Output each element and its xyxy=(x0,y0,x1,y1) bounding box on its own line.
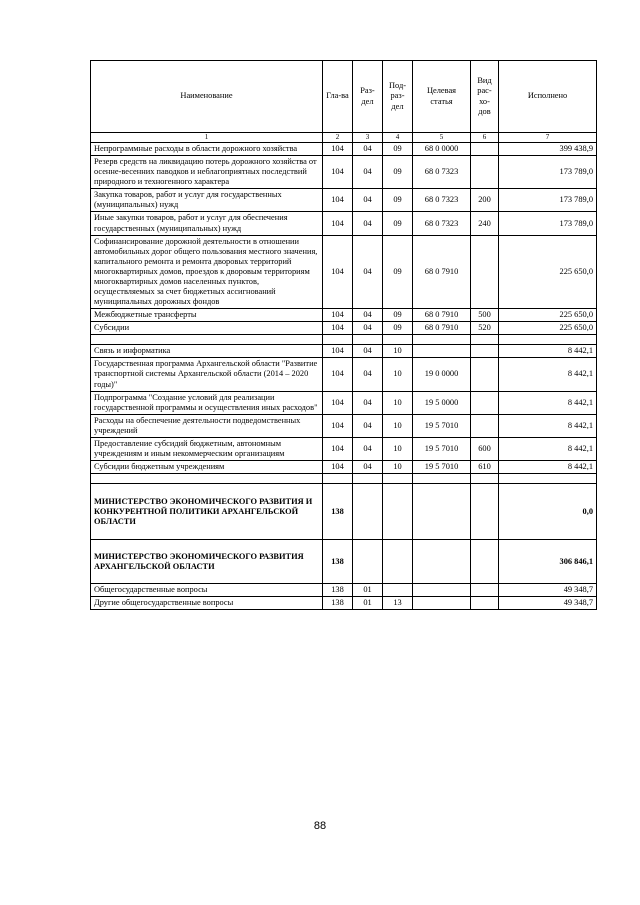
header-vid-rashodov: Вид рас-хо-дов xyxy=(471,61,499,133)
row-razdel: 04 xyxy=(353,437,383,460)
row-statya xyxy=(413,345,471,358)
row-podrazdel: 10 xyxy=(383,461,413,474)
table-row xyxy=(91,597,597,610)
table-row xyxy=(91,212,597,235)
row-statya: 68 0 7910 xyxy=(413,309,471,322)
row-name: Резерв средств на ликвидацию потерь дорожного хозяйства от осенне-весенних паводков и неблагоприятных последствий природного и техногенного характера xyxy=(91,156,323,189)
row-glava: 104 xyxy=(323,235,353,309)
row-glava: 104 xyxy=(323,309,353,322)
row-vid: 200 xyxy=(471,189,499,212)
row-value: 0,0 xyxy=(499,484,597,540)
row-vid xyxy=(471,597,499,610)
row-vid xyxy=(471,143,499,156)
row-value: 399 438,9 xyxy=(499,143,597,156)
table-row xyxy=(91,358,597,391)
row-razdel: 04 xyxy=(353,212,383,235)
row-podrazdel: 10 xyxy=(383,345,413,358)
row-statya: 68 0 7323 xyxy=(413,212,471,235)
row-podrazdel: 10 xyxy=(383,391,413,414)
row-vid: 610 xyxy=(471,461,499,474)
row-value: 225 650,0 xyxy=(499,309,597,322)
row-value: 8 442,1 xyxy=(499,437,597,460)
row-podrazdel: 09 xyxy=(383,156,413,189)
row-statya: 68 0 7910 xyxy=(413,322,471,335)
row-name: Субсидии бюджетным учреждениям xyxy=(91,461,323,474)
row-razdel: 01 xyxy=(353,597,383,610)
table-row xyxy=(91,437,597,460)
row-value: 173 789,0 xyxy=(499,189,597,212)
row-razdel xyxy=(353,484,383,540)
row-podrazdel xyxy=(383,584,413,597)
row-razdel: 04 xyxy=(353,391,383,414)
row-glava: 138 xyxy=(323,597,353,610)
header-name: Наименование xyxy=(91,61,323,133)
header-ispolneno: Исполнено xyxy=(499,61,597,133)
row-statya: 19 0 0000 xyxy=(413,358,471,391)
row-value: 306 846,1 xyxy=(499,540,597,584)
row-razdel: 01 xyxy=(353,584,383,597)
page-number: 88 xyxy=(313,820,327,832)
row-podrazdel: 10 xyxy=(383,414,413,437)
row-podrazdel: 09 xyxy=(383,212,413,235)
header-glava: Гла-ва xyxy=(323,61,353,133)
table-row xyxy=(91,309,597,322)
header-row xyxy=(91,61,597,133)
row-glava: 104 xyxy=(323,322,353,335)
row-podrazdel: 09 xyxy=(383,235,413,309)
row-value: 8 442,1 xyxy=(499,345,597,358)
row-razdel: 04 xyxy=(353,143,383,156)
row-glava: 104 xyxy=(323,437,353,460)
col-number: 1 xyxy=(91,133,323,143)
row-vid: 500 xyxy=(471,309,499,322)
row-name: Софинансирование дорожной деятельности в отношении автомобильных дорог общего пользования местного значения, капитального ремонта и ремонта дворовых территорий многоквартирных домов, проездов к дворовым территориям многоквартирных домов населенных пунктов, осуществляемых за счет бюджетных ассигнований муниципальных дорожных фондов xyxy=(91,235,323,309)
row-glava: 104 xyxy=(323,461,353,474)
row-razdel: 04 xyxy=(353,358,383,391)
table-row xyxy=(91,235,597,309)
row-glava: 104 xyxy=(323,414,353,437)
row-glava: 104 xyxy=(323,345,353,358)
row-statya xyxy=(413,597,471,610)
row-podrazdel: 09 xyxy=(383,143,413,156)
row-statya: 68 0 7323 xyxy=(413,189,471,212)
row-vid xyxy=(471,358,499,391)
row-name: Иные закупки товаров, работ и услуг для обеспечения государственных (муниципальных) нужд xyxy=(91,212,323,235)
col-number: 5 xyxy=(413,133,471,143)
table-row xyxy=(91,322,597,335)
row-name: Непрограммные расходы в области дорожного хозяйства xyxy=(91,143,323,156)
row-statya xyxy=(413,584,471,597)
col-number: 7 xyxy=(499,133,597,143)
table-row xyxy=(91,484,597,540)
row-statya: 68 0 7910 xyxy=(413,235,471,309)
row-vid: 600 xyxy=(471,437,499,460)
row-value: 8 442,1 xyxy=(499,461,597,474)
row-value: 8 442,1 xyxy=(499,358,597,391)
budget-table xyxy=(90,60,597,610)
row-razdel: 04 xyxy=(353,322,383,335)
row-glava: 104 xyxy=(323,189,353,212)
row-value: 49 348,7 xyxy=(499,597,597,610)
row-value: 173 789,0 xyxy=(499,212,597,235)
row-podrazdel: 09 xyxy=(383,309,413,322)
col-number: 3 xyxy=(353,133,383,143)
col-number: 4 xyxy=(383,133,413,143)
row-name: Предоставление субсидий бюджетным, автономным учреждениям и иным некоммерческим организациям xyxy=(91,437,323,460)
row-podrazdel: 10 xyxy=(383,437,413,460)
row-name: Другие общегосударственные вопросы xyxy=(91,597,323,610)
row-razdel: 04 xyxy=(353,189,383,212)
spacer-row xyxy=(91,335,597,345)
row-statya: 68 0 0000 xyxy=(413,143,471,156)
row-statya: 68 0 7323 xyxy=(413,156,471,189)
row-glava: 104 xyxy=(323,143,353,156)
row-razdel: 04 xyxy=(353,156,383,189)
row-statya: 19 5 7010 xyxy=(413,461,471,474)
row-razdel: 04 xyxy=(353,235,383,309)
column-number-row xyxy=(91,133,597,143)
row-statya: 19 5 7010 xyxy=(413,437,471,460)
row-value: 49 348,7 xyxy=(499,584,597,597)
table-row xyxy=(91,345,597,358)
header-razdel: Раз-дел xyxy=(353,61,383,133)
row-glava: 138 xyxy=(323,540,353,584)
row-name: Связь и информатика xyxy=(91,345,323,358)
table-row xyxy=(91,143,597,156)
row-glava: 138 xyxy=(323,484,353,540)
row-razdel: 04 xyxy=(353,461,383,474)
col-number: 2 xyxy=(323,133,353,143)
row-statya: 19 5 7010 xyxy=(413,414,471,437)
row-glava: 104 xyxy=(323,358,353,391)
row-podrazdel xyxy=(383,540,413,584)
row-vid xyxy=(471,484,499,540)
row-vid: 520 xyxy=(471,322,499,335)
row-vid xyxy=(471,414,499,437)
row-razdel xyxy=(353,540,383,584)
row-name: Государственная программа Архангельской области "Развитие транспортной системы Архангельской области (2014 – 2020 годы)" xyxy=(91,358,323,391)
row-value: 8 442,1 xyxy=(499,414,597,437)
row-razdel: 04 xyxy=(353,309,383,322)
row-vid xyxy=(471,156,499,189)
row-name: МИНИСТЕРСТВО ЭКОНОМИЧЕСКОГО РАЗВИТИЯ АРХАНГЕЛЬСКОЙ ОБЛАСТИ xyxy=(91,540,323,584)
row-statya: 19 5 0000 xyxy=(413,391,471,414)
row-vid: 240 xyxy=(471,212,499,235)
row-name: Подпрограмма "Создание условий для реализации государственной программы и осуществления иных расходов" xyxy=(91,391,323,414)
row-name: Субсидии xyxy=(91,322,323,335)
spacer-row xyxy=(91,474,597,484)
row-value: 8 442,1 xyxy=(499,391,597,414)
row-podrazdel xyxy=(383,484,413,540)
row-glava: 104 xyxy=(323,156,353,189)
header-tselevaya-statya: Целевая статья xyxy=(413,61,471,133)
col-number: 6 xyxy=(471,133,499,143)
header-podrazdel: Под-раз-дел xyxy=(383,61,413,133)
row-glava: 104 xyxy=(323,212,353,235)
row-value: 225 650,0 xyxy=(499,235,597,309)
row-razdel: 04 xyxy=(353,414,383,437)
row-glava: 138 xyxy=(323,584,353,597)
row-statya xyxy=(413,484,471,540)
table-row xyxy=(91,189,597,212)
row-statya xyxy=(413,540,471,584)
row-value: 225 650,0 xyxy=(499,322,597,335)
row-name: Межбюджетные трансферты xyxy=(91,309,323,322)
table-row xyxy=(91,540,597,584)
row-razdel: 04 xyxy=(353,345,383,358)
row-vid xyxy=(471,235,499,309)
row-podrazdel: 09 xyxy=(383,322,413,335)
row-name: Закупка товаров, работ и услуг для государственных (муниципальных) нужд xyxy=(91,189,323,212)
row-vid xyxy=(471,584,499,597)
row-name: МИНИСТЕРСТВО ЭКОНОМИЧЕСКОГО РАЗВИТИЯ И КОНКУРЕНТНОЙ ПОЛИТИКИ АРХАНГЕЛЬСКОЙ ОБЛАСТИ xyxy=(91,484,323,540)
table-row xyxy=(91,414,597,437)
row-value: 173 789,0 xyxy=(499,156,597,189)
row-vid xyxy=(471,345,499,358)
table-row xyxy=(91,391,597,414)
row-name: Общегосударственные вопросы xyxy=(91,584,323,597)
table-row xyxy=(91,156,597,189)
row-glava: 104 xyxy=(323,391,353,414)
table-row xyxy=(91,584,597,597)
row-name: Расходы на обеспечение деятельности подведомственных учреждений xyxy=(91,414,323,437)
row-vid xyxy=(471,391,499,414)
row-podrazdel: 10 xyxy=(383,358,413,391)
row-podrazdel: 09 xyxy=(383,189,413,212)
row-podrazdel: 13 xyxy=(383,597,413,610)
table-row xyxy=(91,461,597,474)
row-vid xyxy=(471,540,499,584)
